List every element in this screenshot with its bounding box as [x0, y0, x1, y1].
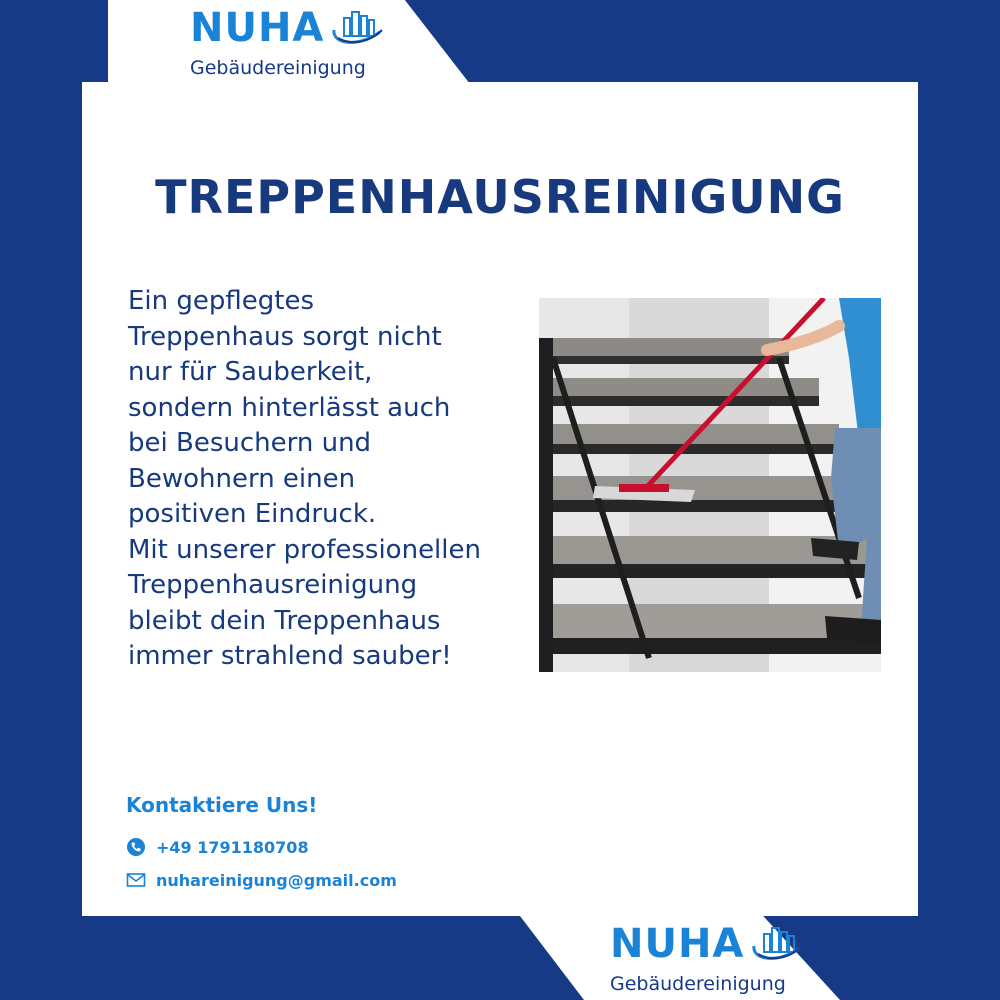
building-swoosh-icon [328, 8, 384, 55]
brand-tagline: Gebäudereinigung [610, 973, 786, 995]
email-address[interactable]: nuhareinigung@gmail.com [156, 870, 397, 890]
envelope-icon [126, 870, 146, 890]
service-description: Ein gepflegtes Treppenhaus sorgt nicht nur für Sauberkeit, sondern hinterlässt auch bei Besuchern und Bewohnern einen positiven Eindruck. Mit unserer professionellen Treppenhausreinigung bleibt dein Treppenhaus immer strahlend sauber! [128, 286, 481, 671]
page-title: TREPPENHAUSREINIGUNG [155, 170, 845, 224]
building-swoosh-icon [748, 924, 804, 971]
brand-logo-top [190, 6, 384, 79]
brand-tagline: Gebäudereinigung [190, 57, 366, 79]
brand-name: NUHA [190, 5, 325, 51]
phone-icon [126, 837, 146, 857]
brand-logo-bottom [610, 922, 804, 995]
phone-number[interactable]: +49 1791180708 [156, 837, 309, 857]
contact-heading: Kontaktiere Uns! [126, 793, 318, 817]
staircase-mopping-photo [539, 298, 881, 672]
contact-email[interactable] [126, 870, 397, 890]
brand-name: NUHA [610, 921, 745, 967]
contact-phone[interactable] [126, 837, 309, 857]
